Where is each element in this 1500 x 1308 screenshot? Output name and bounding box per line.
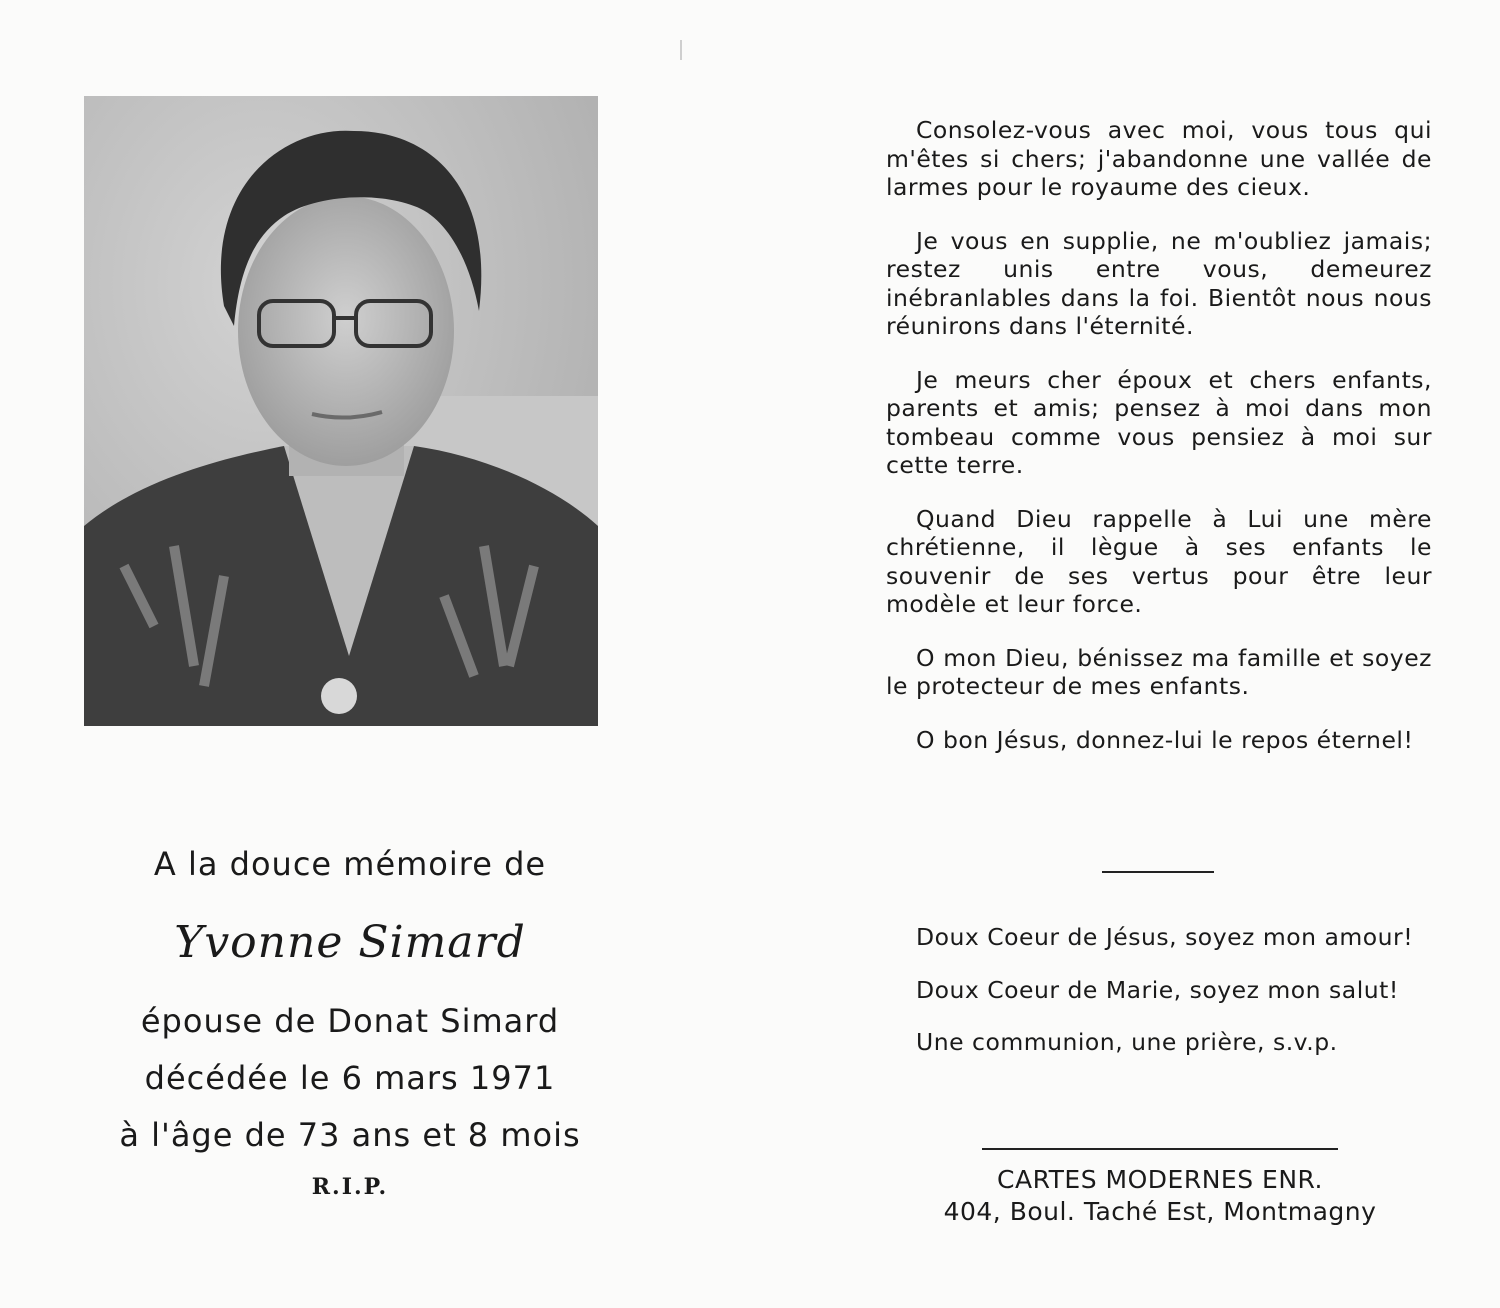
- memorial-block: [80, 845, 620, 1200]
- closing-prayers: [886, 923, 1432, 1081]
- fold-mark: [680, 40, 682, 60]
- portrait-photo: [84, 96, 598, 726]
- printer-address: 404, Boul. Taché Est, Montmagny: [943, 1197, 1377, 1226]
- printer-name: CARTES MODERNES ENR.: [997, 1165, 1323, 1194]
- memorial-intro: A la douce mémoire de: [153, 845, 547, 883]
- spouse-line: épouse de Donat Simard: [140, 1002, 560, 1040]
- prayer-paragraph: O bon Jésus, donnez-lui le repos éternel!: [916, 725, 1414, 754]
- rip-text: R.I.P.: [311, 1174, 389, 1200]
- death-date: décédée le 6 mars 1971: [144, 1059, 556, 1097]
- age-line: à l'âge de 73 ans et 8 mois: [119, 1116, 581, 1154]
- printer-imprint: [900, 1164, 1420, 1228]
- prayer-paragraph: Consolez-vous avec moi, vous tous qui m'êtes si chers; j'abandonne une vallée de larmes pour le royaume des cieux.: [886, 116, 1432, 201]
- prayer-paragraph: Je vous en supplie, ne m'oubliez jamais; restez unis entre vous, demeurez inébranlables dans la foi. Bientôt nous nous réunirons dans l'éternité.: [886, 226, 1432, 340]
- deceased-name: Yvonne Simard: [174, 917, 526, 968]
- prayer-paragraph: O mon Dieu, bénissez ma famille et soyez le protecteur de mes enfants.: [886, 643, 1432, 700]
- printer-rule: [982, 1148, 1338, 1150]
- divider: [1102, 871, 1214, 873]
- closing-line: Une communion, une prière, s.v.p.: [916, 1028, 1338, 1056]
- closing-line: Doux Coeur de Jésus, soyez mon amour!: [916, 923, 1414, 951]
- prayer-paragraph: Quand Dieu rappelle à Lui une mère chrétienne, il lègue à ses enfants le souvenir de ses vertus pour être leur modèle et leur force.: [886, 504, 1432, 618]
- prayer-text: [886, 116, 1432, 779]
- closing-line: Doux Coeur de Marie, soyez mon salut!: [916, 975, 1399, 1004]
- prayer-paragraph: Je meurs cher époux et chers enfants, parents et amis; pensez à moi dans mon tombeau comme vous pensiez à moi sur cette terre.: [886, 365, 1432, 479]
